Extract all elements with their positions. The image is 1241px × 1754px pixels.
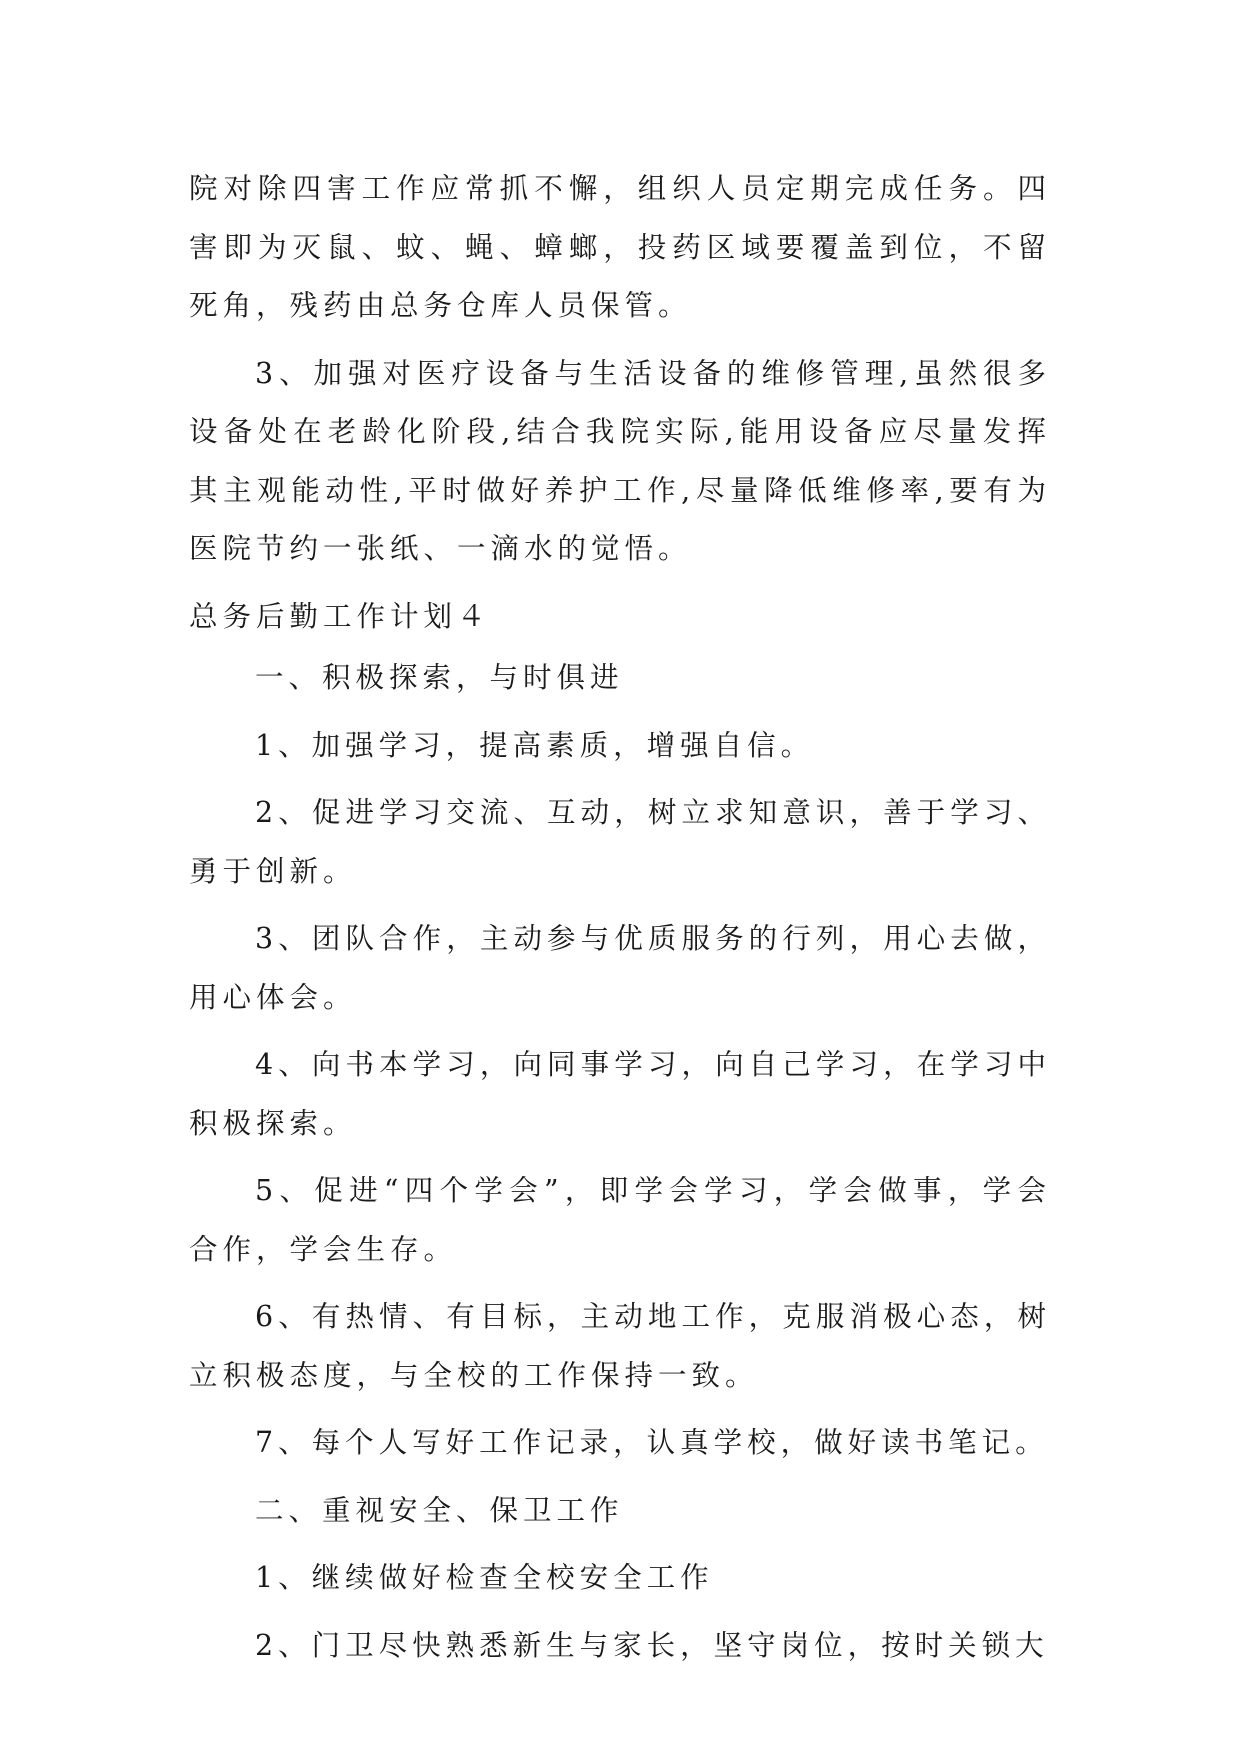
subheading-safety: 二、重视安全、保卫工作 [255, 1493, 624, 1527]
list-item-4: 4、向书本学习，向同事学习，向自己学习，在学习中积极探索。 [189, 1048, 1051, 1140]
list-item-2: 2、促进学习交流、互动，树立求知意识，善于学习、勇于创新。 [189, 796, 1051, 888]
safety-item-2: 2、门卫尽快熟悉新生与家长，坚守岗位，按时关锁大 [255, 1628, 1049, 1662]
list-item-3: 3、团队合作，主动参与优质服务的行列，用心去做，用心体会。 [189, 922, 1051, 1014]
paragraph-equipment-maintenance: 3、加强对医疗设备与生活设备的维修管理,虽然很多设备处在老龄化阶段,结合我院实际,能用设备应尽量发挥其主观能动性,平时做好养护工作,尽量降低维修率,要有为医院节约一张纸、一滴水的觉悟。 [189, 356, 1051, 565]
section-heading-plan-4: 总务后勤工作计划４ [189, 599, 491, 633]
document-page [189, 160, 1051, 1684]
list-item-6: 6、有热情、有目标，主动地工作，克服消极心态，树立积极态度，与全校的工作保持一致。 [189, 1300, 1051, 1392]
paragraph-pest-control: 院对除四害工作应常抓不懈，组织人员定期完成任务。四害即为灭鼠、蚊、蝇、蟑螂，投药区域要覆盖到位，不留死角，残药由总务仓库人员保管。 [189, 172, 1051, 322]
safety-item-1: 1、继续做好检查全校安全工作 [255, 1561, 714, 1594]
list-item-5: 5、促进“四个学会”，即学会学习，学会做事，学会合作，学会生存。 [189, 1174, 1051, 1266]
subheading-explore: 一、积极探索，与时俱进 [255, 661, 624, 694]
list-item-7: 7、每个人写好工作记录，认真学校，做好读书笔记。 [255, 1426, 1049, 1459]
list-item-1: 1、加强学习，提高素质，增强自信。 [255, 728, 815, 762]
